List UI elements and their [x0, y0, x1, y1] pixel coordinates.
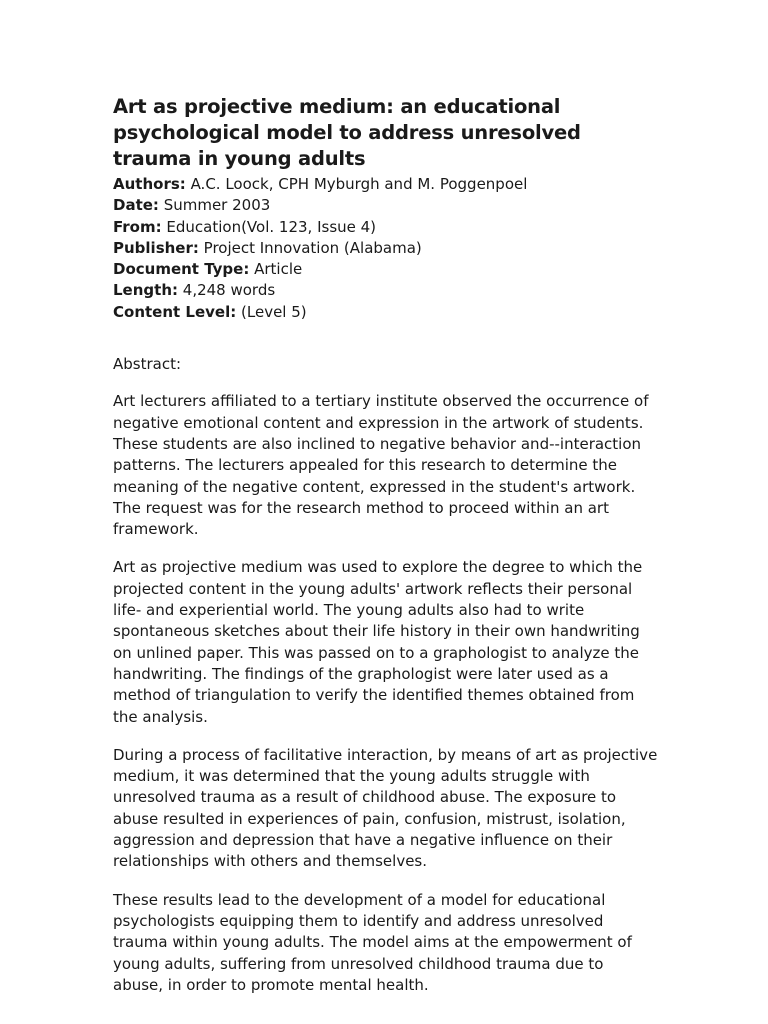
metadata-from	[113, 217, 658, 238]
document-title: Art as projective medium: an educational psychological model to address unresolved trauma in young adults	[113, 95, 581, 170]
metadata-value: Project Innovation (Alabama)	[203, 238, 422, 257]
abstract-paragraph: Art lecturers affiliated to a tertiary institute observed the occurrence of negative emotional content and expression in the artwork of students. These students are also inclined to negative behavior and--interaction patterns. The lecturers appealed for this research to determine the meaning of the negative content, expressed in the student's artwork. The request was for the research method to proceed within an art framework.	[113, 392, 649, 539]
metadata-key: Length:	[113, 281, 178, 300]
abstract-label: Abstract:	[113, 355, 182, 374]
metadata-key: From:	[113, 217, 162, 236]
metadata-key: Authors:	[113, 175, 186, 193]
metadata-key: Date:	[113, 196, 159, 215]
metadata-value: 4,248 words	[182, 281, 276, 300]
metadata-key: Document Type:	[113, 260, 250, 279]
metadata-value: A.C. Loock, CPH Myburgh and M. Poggenpoel	[190, 175, 528, 193]
metadata-authors	[113, 174, 658, 195]
abstract-paragraph: Art as projective medium was used to explore the degree to which the projected content in the young adults' artwork reflects their personal life- and experiential world. The young adults also had to write spontaneous sketches about their life history in their own handwriting on unlined paper. This was passed on to a graphologist to analyze the handwriting. The findings of the graphologist were later used as a method of triangulation to verify the identified themes obtained from the analysis.	[113, 558, 643, 726]
metadata-length	[113, 280, 658, 301]
metadata-value: Education(Vol. 123, Issue 4)	[166, 217, 377, 236]
metadata-key: Content Level:	[113, 302, 237, 321]
metadata-key: Publisher:	[113, 238, 199, 257]
metadata-content-level	[113, 302, 658, 323]
metadata-date	[113, 195, 658, 216]
metadata-block	[113, 174, 658, 323]
metadata-value: Article	[254, 260, 303, 279]
metadata-value: (Level 5)	[241, 302, 307, 321]
metadata-publisher	[113, 238, 658, 259]
abstract-paragraph: During a process of facilitative interaction, by means of art as projective medium, it was determined that the young adults struggle with unresolved trauma as a result of childhood abuse. The exposure to abuse resulted in experiences of pain, confusion, mistrust, isolation, aggression and depression that have a negative influence on their relationships with others and themselves.	[113, 745, 658, 871]
document-page	[113, 94, 658, 996]
metadata-value: Summer 2003	[163, 196, 271, 215]
abstract-paragraph: These results lead to the development of a model for educational psychologists equipping them to identify and address unresolved trauma within young adults. The model aims at the empowerment of young adults, suffering from unresolved childhood trauma due to abuse, in order to promote mental health.	[113, 890, 632, 994]
metadata-document-type	[113, 259, 658, 280]
